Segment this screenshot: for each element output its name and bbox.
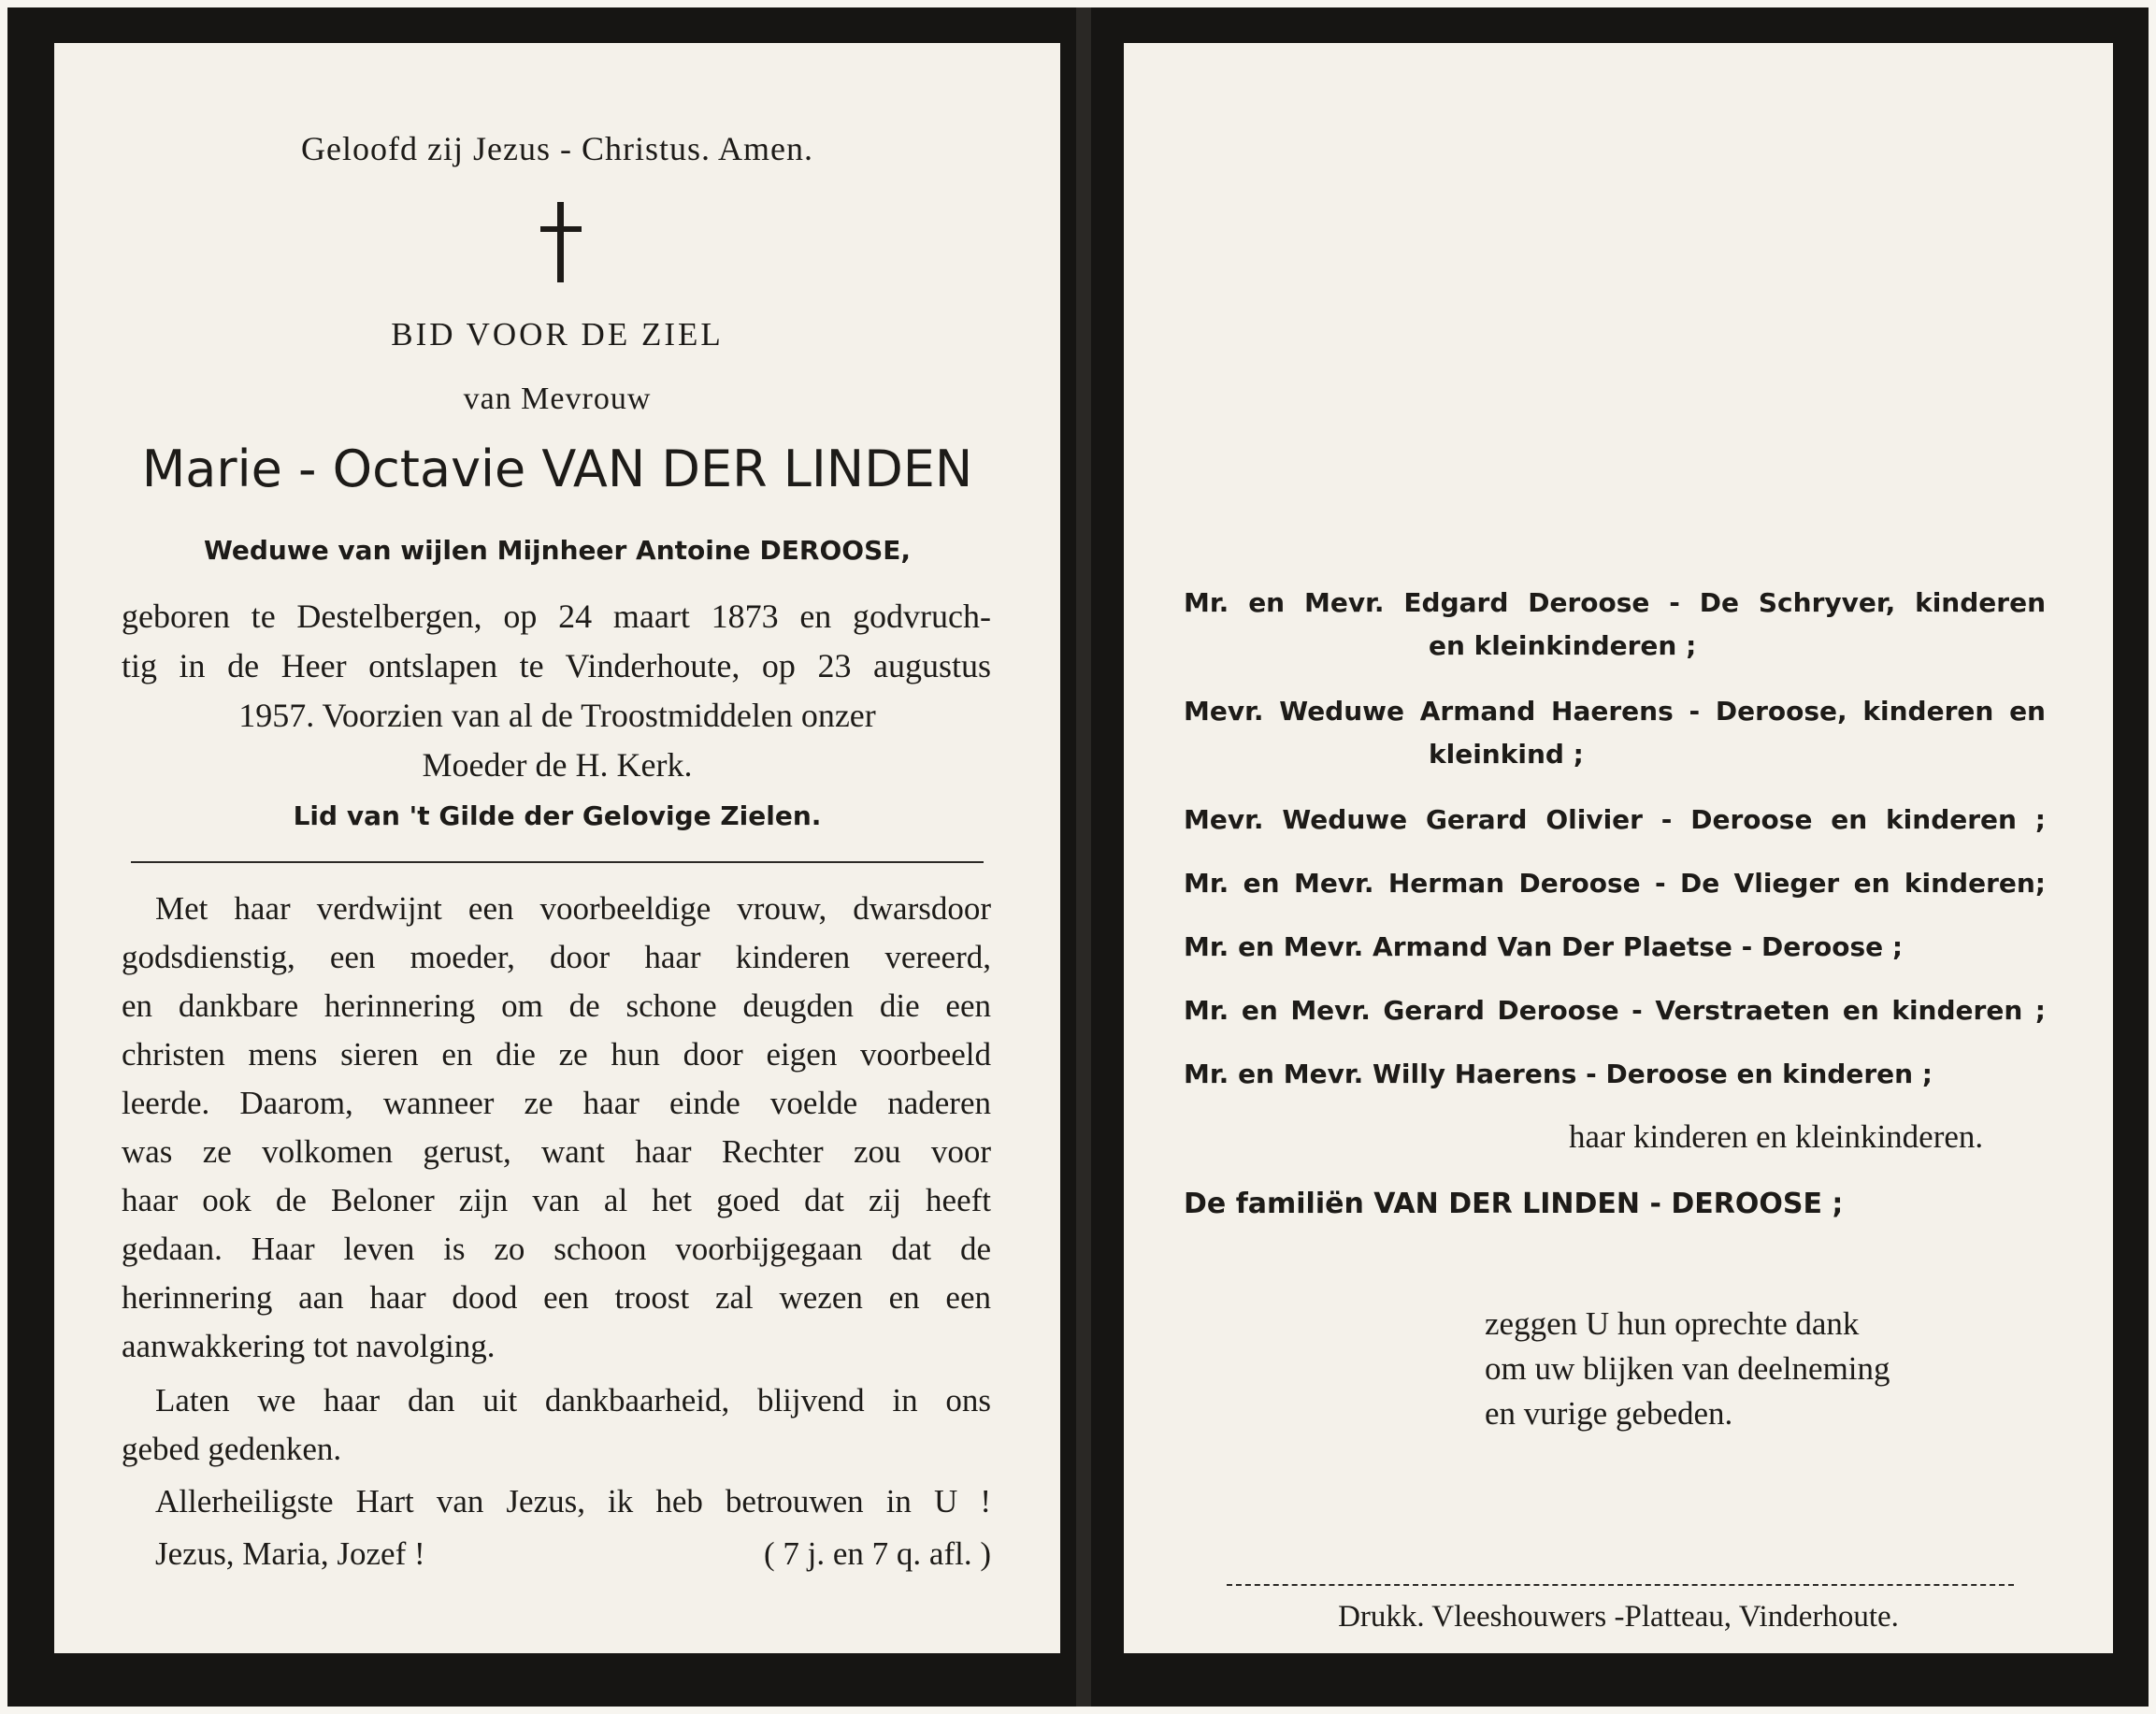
closing-line: gebed gedenken. [122,1431,342,1467]
family-line: Mr. en Mevr. Armand Van Der Plaetse - Deroose ; [1184,931,1904,962]
bio-line: tig in de Heer ontslapen te Vinderhoute, op 23 augustus [122,647,991,684]
indulgence-note: ( 7 j. en 7 q. afl. ) [764,1535,991,1572]
cross-icon [540,202,582,282]
card-fold [1076,7,1091,1707]
bio-line: geboren te Destelbergen, op 24 maart 1873 en godvruch- [122,598,991,635]
body-line: godsdienstig, een moeder, door haar kinderen vereerd, [122,939,991,975]
final-invocation: Jezus, Maria, Jozef ! [155,1535,425,1572]
closing-line: Allerheiligste Hart van Jezus, ik heb betrouwen in U ! [155,1483,991,1520]
divider [1227,1584,2014,1586]
closing-line: Laten we haar dan uit dankbaarheid, blijvend in ons [155,1382,991,1419]
body-line: was ze volkomen gerust, want haar Rechter zou voor [122,1133,991,1170]
right-panel [1124,43,2113,1653]
body-line: christen mens sieren en die ze hun door eigen voorbeeld [122,1036,991,1073]
body-line: gedaan. Haar leven is zo schoon voorbijgegaan dat de [122,1231,991,1267]
family-surname-line: De familiën VAN DER LINDEN - DEROOSE ; [1184,1188,1844,1220]
thanks-line: en vurige gebeden. [1485,1395,1733,1432]
prayer-title: BID VOOR DE ZIEL [391,316,724,353]
family-line: Mr. en Mevr. Edgard Deroose - De Schryver, kinderen [1184,587,2046,618]
left-panel [54,43,1060,1653]
thanks-line: om uw blijken van deelneming [1485,1350,1890,1387]
membership-line: Lid van 't Gilde der Gelovige Zielen. [293,800,822,831]
family-line: Mr. en Mevr. Herman Deroose - De Vlieger en kinderen; [1184,868,2046,899]
memorial-card [7,7,2149,1707]
body-line: en dankbare herinnering om de schone deugden die een [122,987,991,1024]
header-line: Geloofd zij Jezus - Christus. Amen. [301,130,813,167]
bio-line: 1957. Voorzien van al de Troostmiddelen onzer [238,697,876,734]
body-line: aanwakkering tot navolging. [122,1328,496,1364]
bio-line: Moeder de H. Kerk. [422,746,693,784]
family-line: Mevr. Weduwe Gerard Olivier - Deroose en kinderen ; [1184,804,2046,835]
thanks-line: zeggen U hun oprechte dank [1485,1305,1860,1342]
family-line: Mr. en Mevr. Willy Haerens - Deroose en kinderen ; [1184,1059,1933,1089]
family-line: Mevr. Weduwe Armand Haerens - Deroose, kinderen en [1184,696,2046,727]
family-line: kleinkind ; [1429,739,1584,770]
body-line: Met haar verdwijnt een voorbeeldige vrouw, dwarsdoor [155,890,991,927]
family-line: en kleinkinderen ; [1429,630,1697,661]
salutation: van Mevrouw [463,382,652,416]
children-line: haar kinderen en kleinkinderen. [1569,1118,1984,1155]
body-line: leerde. Daarom, wanneer ze haar einde voelde naderen [122,1085,991,1121]
body-line: haar ook de Beloner zijn van al het goed dat zij heeft [122,1182,991,1218]
family-line: Mr. en Mevr. Gerard Deroose - Verstraeten en kinderen ; [1184,995,2046,1026]
widow-line: Weduwe van wijlen Mijnheer Antoine DEROOSE, [203,535,912,566]
divider [131,861,984,863]
deceased-name: Marie - Octavie VAN DER LINDEN [141,439,973,498]
body-line: herinnering aan haar dood een troost zal wezen en een [122,1279,991,1316]
printer-line: Drukk. Vleeshouwers -Platteau, Vinderhoute. [1338,1600,1899,1634]
